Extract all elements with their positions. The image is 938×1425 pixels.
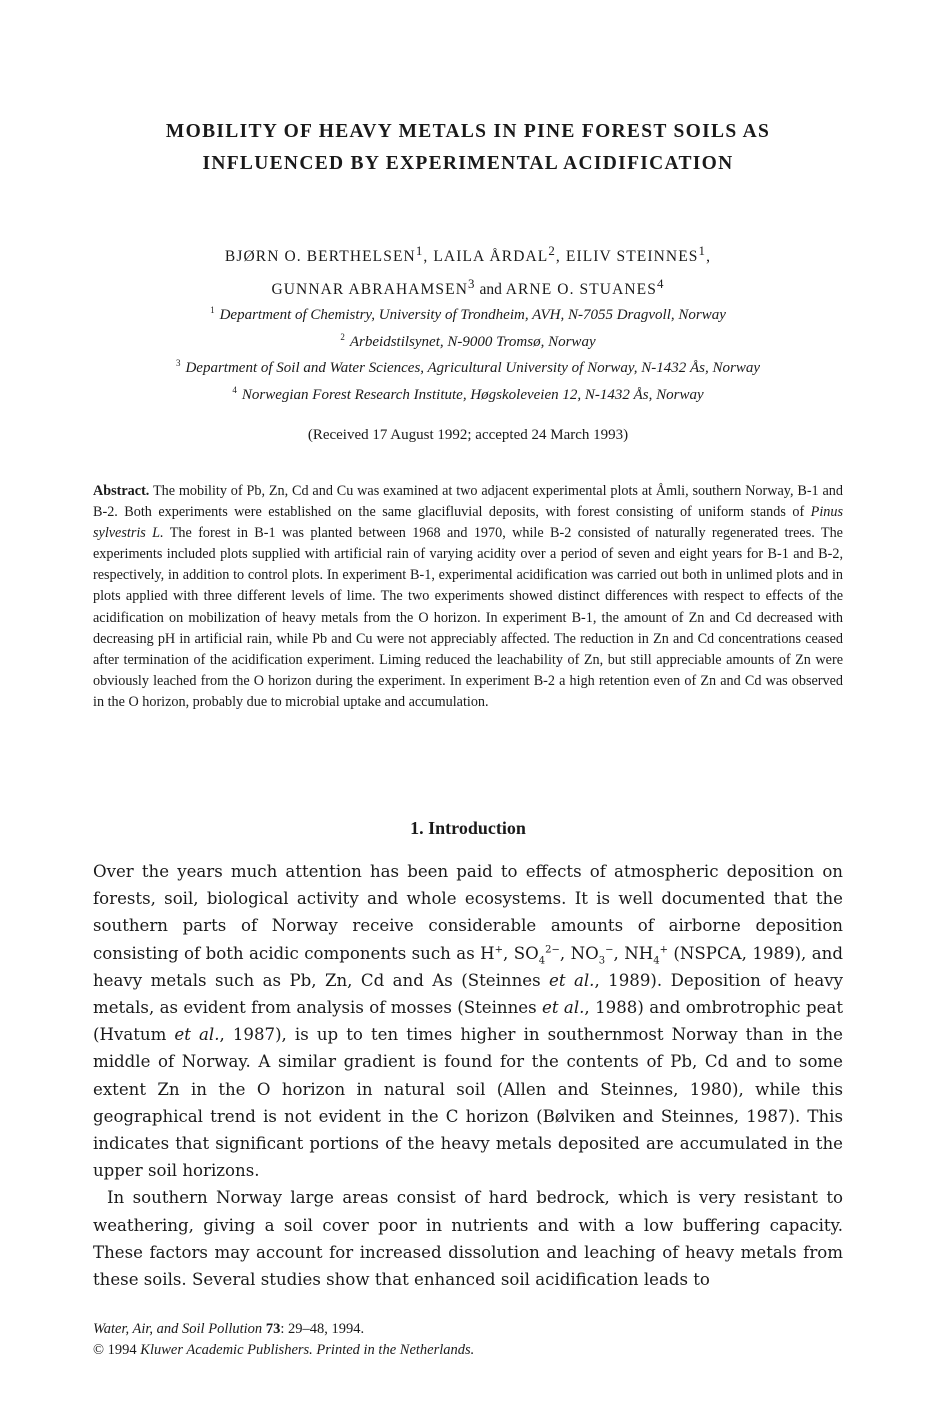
abstract [93, 481, 843, 713]
author-affil-mark: 3 [468, 276, 476, 292]
chem-subscript: 3 [598, 954, 606, 966]
charge-superscript: + [494, 944, 504, 956]
charge-superscript: 2− [545, 944, 560, 956]
affiliation-text: Department of Soil and Water Sciences, Agricultural University of Norway, N-1432 Ås, Norway [185, 360, 761, 376]
text-run: , 1988) and ombrotrophic peat (Hvatum [93, 998, 843, 1045]
author-name: ARNE O. STUANES [505, 281, 657, 299]
affiliation-text: Department of Chemistry, University of Trondheim, AVH, N-7055 Dragvoll, Norway [219, 307, 726, 323]
text-run: , NO [559, 943, 599, 963]
received-dates: (Received 17 August 1992; accepted 24 March 1993) [307, 427, 629, 443]
title-line: INFLUENCED BY EXPERIMENTAL ACIDIFICATION [202, 153, 734, 174]
affiliation [93, 380, 843, 407]
author-name: GUNNAR ABRAHAMSEN [271, 281, 468, 299]
journal-citation [93, 1319, 843, 1340]
abstract-text: The forest in B-1 was planted between 1968 and 1970, while B-2 consisted of naturally regenerated trees. The experiments included plots supplied with artificial rain of varying acidity over a period of seven and eight years for B-1 and B-2, respectively, in addition to control plots. In experiment B-1, experimental acidification was carried out both in unlimed plots and in plots applied with three different levels of lime. The two experiments showed distinct differences with respect to effects of the acidification on mobilization of heavy metals from the O horizon. In experiment B-1, the amount of Zn and Cd decreased with decreasing pH in artificial rain, while Pb and Cu were not appreciably affected. The reduction in Zn and Cd concentrations ceased after termination of the acidification experiment. Liming reduced the leachability of Zn, but still appreciable amounts of Zn were obviously leached from the O horizon during the experiment. In experiment B-2 a high retention even of Zn and Cd was observed in the O horizon, probably due to microbial uptake and accumulation. [93, 525, 843, 710]
section-heading: 1. Introduction [410, 818, 526, 838]
author-line [93, 237, 843, 270]
text-run: (NSPCA, 1989), and heavy metals such as Pb, Zn, Cd and As (Steinnes [93, 943, 843, 990]
affiliation-list [93, 300, 843, 406]
affiliation-number: 3 [175, 358, 181, 368]
text-run: , 1987), is up to ten times higher in southernmost Norway than in the middle of Norway. A similar gradient is found for the contents of Pb, Cd and to some extent Zn in the O horizon in natural soil (Allen and Steinnes, 1980), while this geographical trend is not evident in the C horizon (Bølviken and Steinnes, 1987). This indicates that significant portions of the heavy metals deposited are accumulated in the upper soil horizons. [93, 1025, 843, 1181]
journal-pages: : 29–48, 1994. [280, 1321, 365, 1337]
author-list [93, 237, 843, 303]
species-name: Pinus sylvestris L. [93, 504, 843, 542]
paper-title [93, 116, 843, 180]
affiliation-number: 4 [232, 384, 237, 395]
chem-subscript: 4 [653, 954, 660, 966]
publisher: Kluwer Academic Publishers. Printed in the Netherlands. [140, 1342, 475, 1358]
journal-volume: 73 [262, 1321, 281, 1337]
title-line: MOBILITY OF HEAVY METALS IN PINE FOREST SOILS AS [165, 121, 771, 142]
text-run: , SO [503, 943, 539, 963]
affiliation [93, 353, 843, 380]
copyright-year: 1994 [104, 1342, 141, 1358]
author-conjunction: and [475, 281, 506, 299]
charge-superscript: − [605, 944, 614, 956]
affiliation-number: 1 [210, 305, 215, 315]
author-name: , EILIV STEINNES [555, 248, 699, 266]
citation-etal: et al. [174, 1025, 220, 1045]
copyright-line [93, 1340, 843, 1361]
author-affil-mark: 4 [656, 276, 665, 292]
charge-superscript: + [659, 944, 668, 956]
body-text [93, 858, 843, 1293]
affiliation-text: Norwegian Forest Research Institute, Høgskoleveien 12, N-1432 Ås, Norway [241, 386, 704, 403]
author-affil-mark: 1 [698, 243, 707, 258]
journal-name: Water, Air, and Soil Pollution [93, 1321, 263, 1337]
text-run: , 1989). Deposition of heavy metals, as evident from analysis of mosses (Steinnes [93, 970, 843, 1018]
paragraph [93, 858, 843, 1184]
copyright-icon: © [93, 1342, 105, 1358]
abstract-label: Abstract. [93, 483, 150, 499]
author-affil-mark: 2 [548, 243, 556, 258]
affiliation-number: 2 [340, 331, 345, 342]
citation-etal: et al. [549, 970, 595, 990]
page-footer [93, 1319, 843, 1361]
affiliation [93, 327, 843, 354]
citation-etal: et al. [542, 998, 585, 1018]
author-line [93, 270, 843, 303]
author-name: BJØRN O. BERTHELSEN [224, 248, 416, 266]
text-run: Over the years much attention has been paid to effects of atmospheric deposition on forests, soil, biological activity and whole ecosystems. It is well documented that the southern parts of Norway receive considerable amounts of airborne deposition consisting of both acidic components such as H [93, 862, 843, 963]
paragraph: In southern Norway large areas consist of hard bedrock, which is very resistant to weathering, giving a soil cover poor in nutrients and with a low buffering capacity. These factors may account for increased dissolution and leaching of heavy metals from these soils. Several studies show that enhanced soil acidification leads to [93, 1188, 843, 1290]
text-run: , NH [613, 943, 654, 963]
abstract-text: The mobility of Pb, Zn, Cd and Cu was examined at two adjacent experimental plots at Åmli, southern Norway, B-1 and B-2. Both experiments were established on the same glacifluvial deposits, with forest consisting of uniform stands of [93, 483, 843, 521]
affiliation-text: Arbeidstilsynet, N-9000 Tromsø, Norway [349, 333, 596, 350]
author-affil-mark: 1 [415, 243, 424, 258]
chem-subscript: 4 [538, 954, 546, 966]
author-name: , LAILA ÅRDAL [423, 248, 549, 266]
author-separator: , [706, 248, 712, 266]
affiliation [93, 300, 843, 327]
